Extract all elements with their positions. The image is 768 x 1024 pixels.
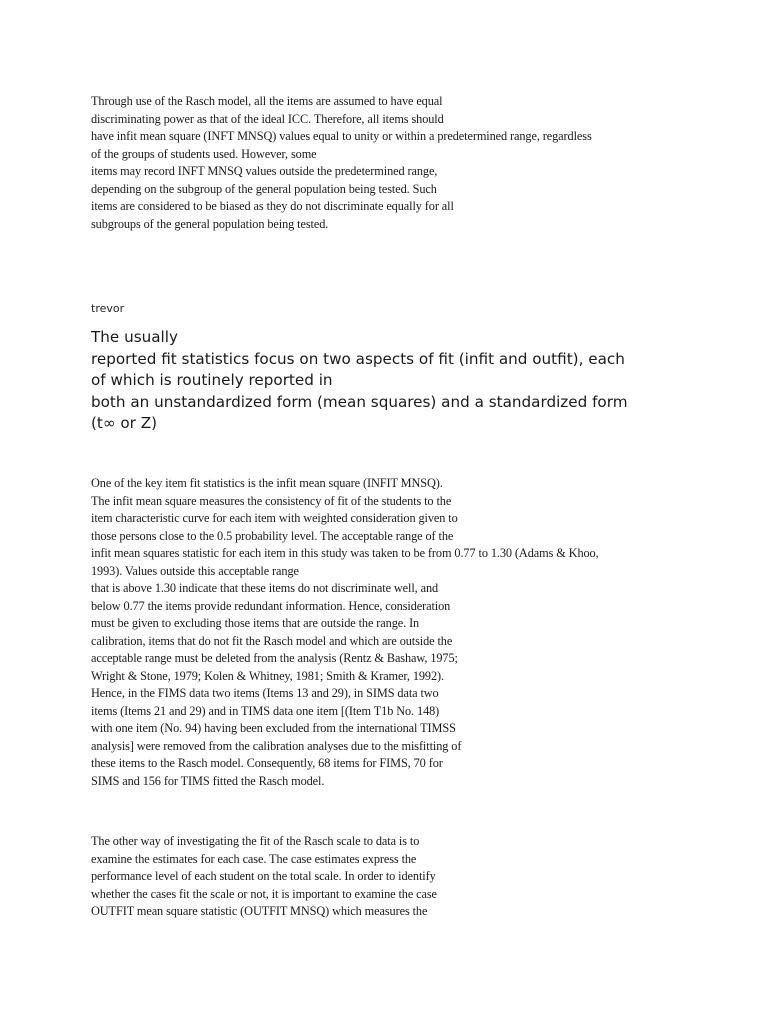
author-name: trevor <box>91 302 125 315</box>
text-line: calibration, items that do not fit the Rasch model and which are outside the <box>91 633 453 648</box>
text-line: examine the estimates for each case. The case estimates express the <box>91 851 417 866</box>
text-line: 1993). Values outside this acceptable range <box>91 563 299 578</box>
text-line: performance level of each student on the total scale. In order to identify <box>91 869 436 883</box>
text-line: with one item (No. 94) having been excluded from the international TIMSS <box>91 721 456 735</box>
text-line: items may record INFT MNSQ values outside the predetermined range, <box>91 164 438 178</box>
text-line: these items to the Rasch model. Consequently, 68 items for FIMS, 70 for <box>91 756 443 770</box>
text-line: Wright & Stone, 1979; Kolen & Whitney, 1981; Smith & Kramer, 1992). <box>91 668 444 683</box>
quote-line: (t∞ or Z) <box>91 414 158 433</box>
text-line: that is above 1.30 indicate that these items do not discriminate well, and <box>91 581 439 595</box>
text-line: whether the cases fit the scale or not, it is important to examine the case <box>91 886 437 901</box>
text-line: One of the key item fit statistics is the infit mean square (INFIT MNSQ). <box>91 476 443 490</box>
text-line: infit mean squares statistic for each item in this study was taken to be from 0.77 to 1.30 (Adams & Khoo, <box>91 546 599 560</box>
text-line: The other way of investigating the fit of the Rasch scale to data is to <box>91 834 420 848</box>
text-line: of the groups of students used. However, some <box>91 146 317 161</box>
text-line: The infit mean square measures the consistency of fit of the students to the <box>91 493 452 508</box>
text-line: must be given to excluding those items that are outside the range. In <box>91 616 420 630</box>
text-line: Hence, in the FIMS data two items (Items 13 and 29), in SIMS data two <box>91 686 439 700</box>
quote-line: of which is routinely reported in <box>91 371 333 390</box>
paragraph-infit-statistics <box>91 475 599 790</box>
text-line: SIMS and 156 for TIMS fitted the Rasch model. <box>91 773 325 788</box>
text-line: depending on the subgroup of the general population being tested. Such <box>91 181 437 196</box>
text-line: discriminating power as that of the ideal ICC. Therefore, all items should <box>91 111 444 126</box>
text-line: acceptable range must be deleted from the analysis (Rentz & Bashaw, 1975; <box>91 651 458 665</box>
text-line: items (Items 21 and 29) and in TIMS data one item [(Item T1b No. 148) <box>91 703 440 718</box>
quote-line: both an unstandardized form (mean squares) and a standardized form <box>91 392 628 411</box>
text-line: those persons close to the 0.5 probability level. The acceptable range of the <box>91 528 454 543</box>
text-line: item characteristic curve for each item with weighted consideration given to <box>91 511 458 525</box>
quote-line: reported fit statistics focus on two aspects of fit (infit and outfit), each <box>91 349 625 368</box>
quote-line: The usually <box>91 328 178 346</box>
text-line: items are considered to be biased as they do not discriminate equally for all <box>91 199 454 213</box>
text-line: have infit mean square (INFT MNSQ) values equal to unity or within a predetermined range, regardless <box>91 129 592 143</box>
paragraph-rasch-model <box>91 93 592 233</box>
text-line: OUTFIT mean square statistic (OUTFIT MNSQ) which measures the <box>91 904 428 918</box>
text-line: below 0.77 the items provide redundant information. Hence, consideration <box>91 598 451 613</box>
text-line: analysis] were removed from the calibration analyses due to the misfitting of <box>91 738 462 753</box>
paragraph-case-fit <box>91 833 437 921</box>
quoted-passage <box>91 327 628 435</box>
text-line: Through use of the Rasch model, all the items are assumed to have equal <box>91 94 443 108</box>
text-line: subgroups of the general population being tested. <box>91 216 329 231</box>
